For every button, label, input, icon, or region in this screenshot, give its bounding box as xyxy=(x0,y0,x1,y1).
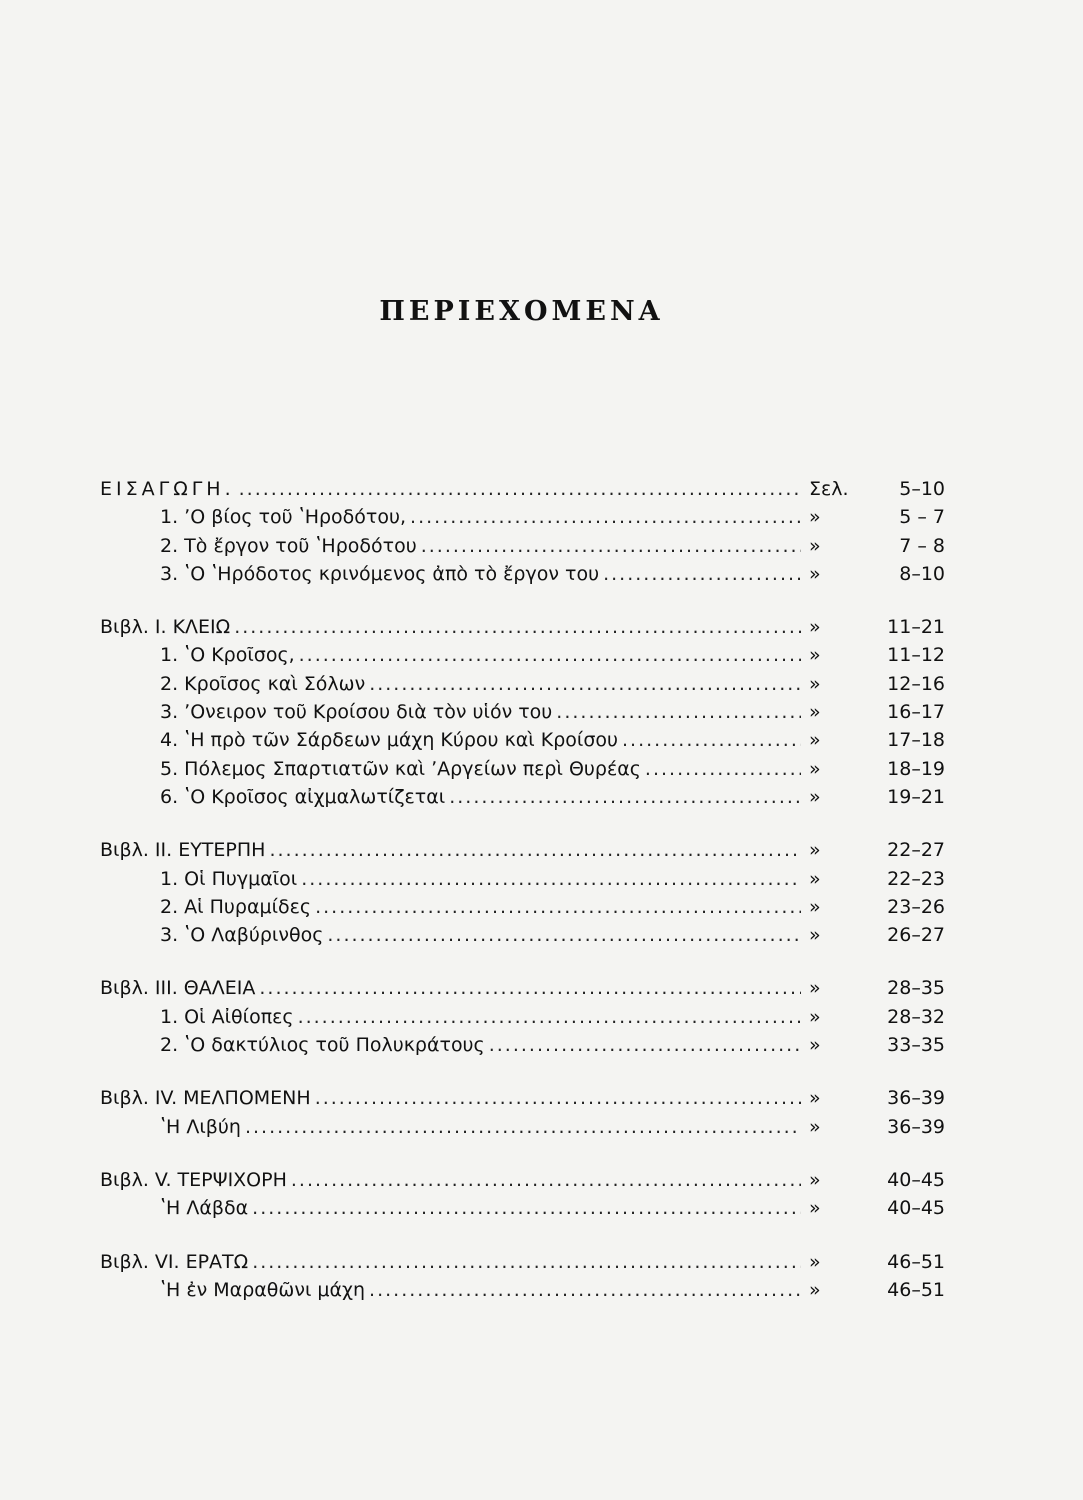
toc-section-book-6 xyxy=(100,1251,945,1308)
page-range: 18–19 xyxy=(887,757,945,780)
page-range: 40–45 xyxy=(887,1168,945,1191)
page-range: 11–21 xyxy=(887,616,945,639)
leader-dots xyxy=(315,1087,801,1109)
page-range: 5 – 7 xyxy=(899,506,945,529)
page-range: 40–45 xyxy=(887,1197,945,1220)
toc-entry-label: ʽΗ Λάβδα xyxy=(160,1197,249,1220)
toc-heading-row xyxy=(100,616,945,644)
leader-dots xyxy=(291,1169,801,1191)
page-marker: » xyxy=(809,616,821,639)
page-marker: » xyxy=(809,1034,821,1057)
toc-entry-row xyxy=(100,924,945,952)
page-marker: » xyxy=(809,534,821,557)
page-range: 19–21 xyxy=(887,785,945,808)
toc-heading-label: Βιβλ. VI. ΕΡΑΤΩ xyxy=(100,1250,249,1273)
page-range: 46–51 xyxy=(887,1250,945,1273)
page-marker: » xyxy=(809,924,821,947)
table-of-contents xyxy=(100,478,945,1332)
toc-entry-label: 5. Πόλεμος Σπαρτιατῶν καὶ ʼΑργείων περὶ Θυρέας xyxy=(160,757,641,780)
toc-entry-row xyxy=(100,506,945,534)
page-marker: » xyxy=(809,1250,821,1273)
page-marker: » xyxy=(809,729,821,752)
toc-heading-row xyxy=(100,1169,945,1197)
toc-entry-label: 3. ʼΟνειρον τοῦ Κροίσου διὰ τὸν υἱόν του xyxy=(160,701,553,724)
leader-dots xyxy=(369,673,801,695)
page-range: 23–26 xyxy=(887,895,945,918)
toc-entry-label: 6. ʽΟ Κροῖσος αἰχμαλωτίζεται xyxy=(160,785,446,808)
page-range: 26–27 xyxy=(887,924,945,947)
toc-entry-label: 1. ʽΟ Κροῖσος, xyxy=(160,644,295,667)
leader-dots xyxy=(259,977,801,999)
toc-entry-row xyxy=(100,786,945,814)
toc-entry-row xyxy=(100,563,945,591)
leader-dots xyxy=(421,535,801,557)
leader-dots xyxy=(315,896,801,918)
leader-dots xyxy=(298,1006,801,1028)
page-marker: » xyxy=(809,867,821,890)
leader-dots xyxy=(234,616,801,638)
toc-heading-row xyxy=(100,478,945,506)
page-marker: » xyxy=(809,672,821,695)
toc-entry-label: 2. Τὸ ἔργον τοῦ ʽΗροδότου xyxy=(160,534,417,557)
page-marker: » xyxy=(809,895,821,918)
page-marker: » xyxy=(809,757,821,780)
toc-section-book-1 xyxy=(100,616,945,814)
page-range: 12–16 xyxy=(887,672,945,695)
page-range: 5–10 xyxy=(899,478,945,500)
toc-entry-row xyxy=(100,1279,945,1307)
toc-entry-label: ʽΗ ἐν Μαραθῶνι μάχη xyxy=(160,1278,366,1301)
toc-entry-label: ʽΗ Λιβύη xyxy=(160,1115,241,1138)
toc-entry-label: 3. ʽΟ ʽΗρόδοτος κρινόμενος ἀπὸ τὸ ἔργον του xyxy=(160,562,600,585)
leader-dots xyxy=(369,1279,801,1301)
toc-entry-label: 1. Οἱ Πυγμαῖοι xyxy=(160,867,298,890)
page-marker: » xyxy=(809,644,821,667)
page-range: 28–35 xyxy=(887,977,945,1000)
leader-dots xyxy=(252,1251,801,1273)
page-marker: » xyxy=(809,1005,821,1028)
leader-dots xyxy=(622,729,801,751)
page-range: 46–51 xyxy=(887,1278,945,1301)
toc-entry-row xyxy=(100,1116,945,1144)
leader-dots xyxy=(327,924,801,946)
page-range: 7 – 8 xyxy=(899,534,945,557)
page-marker: » xyxy=(809,977,821,1000)
page-marker: » xyxy=(809,1115,821,1138)
leader-dots xyxy=(449,786,801,808)
page-title: ΠΕΡΙΕΧΟΜΕΝΑ xyxy=(379,296,664,327)
toc-section-book-2 xyxy=(100,839,945,952)
toc-entry-label: 2. Κροῖσος καὶ Σόλων xyxy=(160,672,366,695)
toc-entry-label: 1. Οἱ Αἰθίοπες xyxy=(160,1005,294,1028)
leader-dots xyxy=(269,839,801,861)
toc-entry-row xyxy=(100,1034,945,1062)
page-marker: » xyxy=(809,1087,821,1110)
page-range: 28–32 xyxy=(887,1005,945,1028)
page-range: 36–39 xyxy=(887,1087,945,1110)
leader-dots xyxy=(645,758,801,780)
leader-dots xyxy=(301,868,801,890)
page-marker: » xyxy=(809,1197,821,1220)
page-range: 22–27 xyxy=(887,839,945,862)
page-range: 16–17 xyxy=(887,701,945,724)
toc-heading-label: Βιβλ. V. ΤΕΡΨΙΧΟΡΗ xyxy=(100,1168,287,1191)
toc-entry-row xyxy=(100,729,945,757)
toc-entry-row xyxy=(100,701,945,729)
toc-heading-row xyxy=(100,1087,945,1115)
leader-dots xyxy=(603,563,801,585)
toc-entry-row xyxy=(100,868,945,896)
page-marker: » xyxy=(809,562,821,585)
leader-dots xyxy=(489,1034,801,1056)
toc-entry-label: 4. ʽΗ πρὸ τῶν Σάρδεων μάχη Κύρου καὶ Κροίσου xyxy=(160,729,619,752)
toc-section-book-4 xyxy=(100,1087,945,1144)
leader-dots xyxy=(299,644,801,666)
page-marker: » xyxy=(809,839,821,862)
toc-heading-label: Βιβλ. ΙΙ. ΕΥΤΕΡΠΗ xyxy=(100,839,266,862)
toc-heading-label: Βιβλ. ΙΙΙ. ΘΑΛΕΙΑ xyxy=(100,977,256,1000)
page-range: 17–18 xyxy=(887,729,945,752)
toc-heading-label: ΕΙΣΑΓΩΓΗ. xyxy=(100,478,235,500)
toc-heading-row xyxy=(100,839,945,867)
toc-entry-row xyxy=(100,1197,945,1225)
toc-entry-row xyxy=(100,644,945,672)
toc-section-introduction xyxy=(100,478,945,591)
toc-entry-row xyxy=(100,1006,945,1034)
toc-entry-row xyxy=(100,673,945,701)
leader-dots xyxy=(239,478,801,500)
toc-entry-label: 3. ʽΟ Λαβύρινθος xyxy=(160,924,324,947)
toc-entry-row xyxy=(100,896,945,924)
toc-section-book-3 xyxy=(100,977,945,1062)
page-range: 11–12 xyxy=(887,644,945,667)
toc-entry-label: 1. ʼΟ βίος τοῦ ʽΗροδότου, xyxy=(160,506,407,529)
page-range: 36–39 xyxy=(887,1115,945,1138)
page-marker: Σελ. xyxy=(809,478,849,500)
toc-heading-label: Βιβλ. ΙV. ΜΕΛΠΟΜΕΝΗ xyxy=(100,1087,311,1110)
page-marker: » xyxy=(809,1168,821,1191)
toc-entry-label: 2. ʽΟ δακτύλιος τοῦ Πολυκράτους xyxy=(160,1034,485,1057)
page-range: 33–35 xyxy=(887,1034,945,1057)
toc-entry-row xyxy=(100,758,945,786)
leader-dots xyxy=(245,1116,801,1138)
page-marker: » xyxy=(809,785,821,808)
page-marker: » xyxy=(809,506,821,529)
toc-entry-row xyxy=(100,535,945,563)
page-range: 8–10 xyxy=(899,562,945,585)
leader-dots xyxy=(410,506,801,528)
page-marker: » xyxy=(809,1278,821,1301)
toc-heading-row xyxy=(100,1251,945,1279)
leader-dots xyxy=(252,1197,801,1219)
toc-heading-row xyxy=(100,977,945,1005)
toc-heading-label: Βιβλ. Ι. ΚΛΕΙΩ xyxy=(100,616,231,639)
leader-dots xyxy=(556,701,801,723)
page-range: 22–23 xyxy=(887,867,945,890)
toc-entry-label: 2. Αἱ Πυραμίδες xyxy=(160,895,312,918)
toc-section-book-5 xyxy=(100,1169,945,1226)
page-marker: » xyxy=(809,701,821,724)
